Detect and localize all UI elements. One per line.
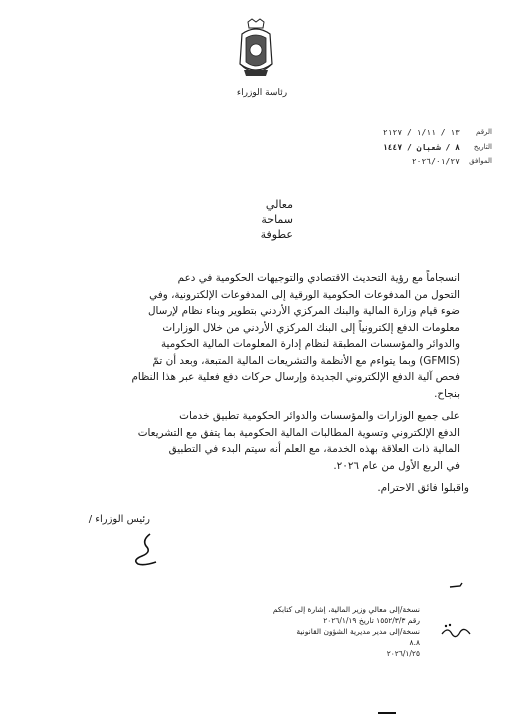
copy-line: ٢٠٢٦/١/٢٥ (386, 649, 420, 658)
salutation-line: معالي (265, 198, 293, 211)
signatory-title: رئيس الوزراء / (88, 514, 150, 525)
paragraph-line: على جميع الوزارات والمؤسسات والدوائر الحكومية تطبيق خدمات (179, 410, 460, 422)
hijri-date: ٨ / شعبان / ١٤٤٧ (382, 143, 460, 152)
paragraph-line: فحص آلية الدفع الإلكتروني الجديدة وإرسال حركات دفع فعلية عبر هذا النظام (131, 371, 460, 383)
copy-line: رقم ١٥٥٢/٣/٣ تاريخ ٢٠٢٦/١/١٩ (323, 616, 420, 625)
closing-line: واقبلوا فائق الاحترام. (377, 482, 469, 494)
coat-of-arms-emblem (236, 18, 276, 88)
gregorian-date: ٢٠٢٦/٠١/٢٧ (411, 157, 460, 166)
date-label: التاريخ (473, 143, 492, 151)
handwritten-initials (438, 620, 474, 644)
paragraph-line: والدوائر والمؤسسات المطبقة لنظام إدارة المعلومات المالية الحكومية (160, 338, 460, 350)
copy-line: نسخة/إلى معالي وزير المالية، إشارة إلى كتابكم (272, 605, 420, 614)
copies-block (200, 604, 420, 659)
body-paragraph-1 (50, 270, 460, 402)
reference-number: ١٣ / ١/١١ / ٢١٢٧ (382, 128, 460, 137)
reference-label: الرقم (476, 128, 492, 136)
paragraph-line: الدفع الإلكتروني وتسوية المطالبات المالية الحكومية بما يتفق مع التشريعات (137, 426, 460, 439)
paragraph-line: معلومات الدفع إلكترونياً إلى البنك المركزي الأردني من خلال الوزارات (162, 321, 460, 334)
margin-mark (448, 576, 464, 586)
paragraph-line: ضوء قيام وزارة المالية والبنك المركزي الأردني بتطوير وبناء نظام لإرسال (147, 305, 460, 317)
salutation-line: عطوفة (260, 228, 293, 241)
body-paragraph-2 (50, 408, 460, 474)
issuing-office-name: رئاسة الوزراء (236, 88, 288, 98)
paragraph-line: بنجاح. (434, 387, 460, 400)
paragraph-line: المالية ذات العلاقة بهذه الخدمة، مع العلم أنه سيتم البدء في التطبيق (168, 443, 460, 455)
copy-line: نسخة/إلى مدير مديرية الشؤون القانونية (296, 627, 420, 636)
copy-line: ٨.٨ (409, 638, 420, 647)
footer-mark (378, 712, 396, 714)
gregorian-label: الموافق (469, 157, 492, 165)
paragraph-line: التحول من المدفوعات الحكومية الورقية إلى المدفوعات الإلكترونية، وفي (149, 288, 460, 301)
paragraph-line: في الربع الأول من عام ٢٠٢٦. (333, 459, 460, 472)
paragraph-line: انسجاماً مع رؤية التحديث الاقتصادي والتوجيهات الحكومية في دعم (177, 272, 460, 284)
salutation-line: سماحة (261, 213, 293, 226)
paragraph-line: (GFMIS) وبما يتواءم مع الأنظمة والتشريعات المالية المتبعة، وبعد أن تمّ (152, 354, 460, 367)
handwritten-signature (112, 530, 162, 570)
